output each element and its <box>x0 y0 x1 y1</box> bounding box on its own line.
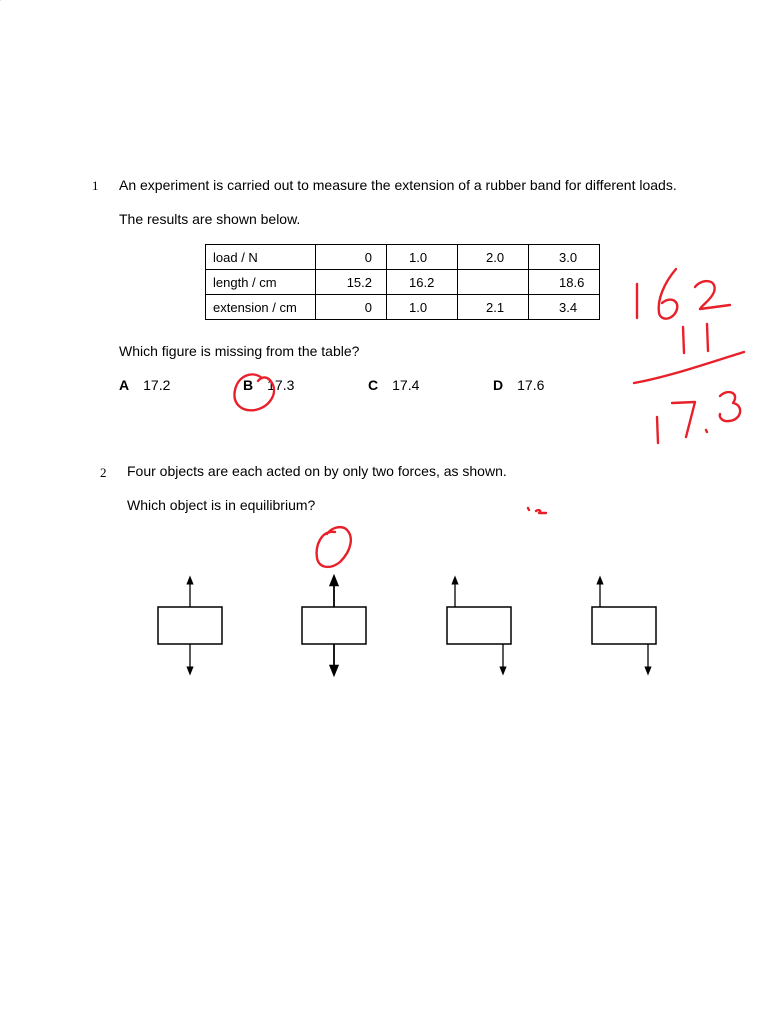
table-cell: 1.0 <box>387 295 458 320</box>
option-value: 17.3 <box>267 377 295 393</box>
margin-calc-17-3 <box>657 392 740 443</box>
option-letter: D <box>493 377 504 393</box>
question-1-prompt: Which figure is missing from the table? <box>119 343 360 359</box>
table-cell: 3.0 <box>529 245 600 270</box>
question-2-number: 2 <box>100 465 107 480</box>
table-cell: 0 <box>316 245 387 270</box>
question-2-text: Four objects are each acted on by only two forces, as shown. <box>127 463 507 479</box>
answer-circle-diagram-b <box>317 527 351 567</box>
question-1-number: 1 <box>92 178 99 193</box>
table-cell: 0 <box>316 295 387 320</box>
margin-calc-11 <box>683 324 708 353</box>
stray-mark <box>528 508 546 513</box>
margin-calc-text <box>0 0 1 1</box>
option-letter: B <box>243 377 254 393</box>
table-cell: 2.0 <box>458 245 529 270</box>
table-cell: extension / cm <box>206 295 316 320</box>
table-cell: 2.1 <box>458 295 529 320</box>
table-cell: load / N <box>206 245 316 270</box>
question-1-text: An experiment is carried out to measure the extension of a rubber band for different loads. <box>119 177 677 193</box>
option-value: 17.6 <box>517 377 545 393</box>
answer-circle-b <box>234 374 274 410</box>
option-value: 17.4 <box>392 377 420 393</box>
table-cell: 15.2 <box>316 270 387 295</box>
margin-calc-line-1: 1 <box>0 0 1 1</box>
table-cell: 3.4 <box>529 295 600 320</box>
question-1-intro: The results are shown below. <box>119 211 301 227</box>
table-cell: length / cm <box>206 270 316 295</box>
table-cell: 18.6 <box>529 270 600 295</box>
option-letter: A <box>119 377 130 393</box>
margin-calc-162 <box>637 269 730 319</box>
option-letter: C <box>368 377 379 393</box>
question-2-prompt: Which object is in equilibrium? <box>127 497 316 513</box>
margin-calc-line <box>634 352 744 383</box>
option-value: 17.2 <box>143 377 171 393</box>
table-cell: 16.2 <box>387 270 458 295</box>
table-cell: 1.0 <box>387 245 458 270</box>
